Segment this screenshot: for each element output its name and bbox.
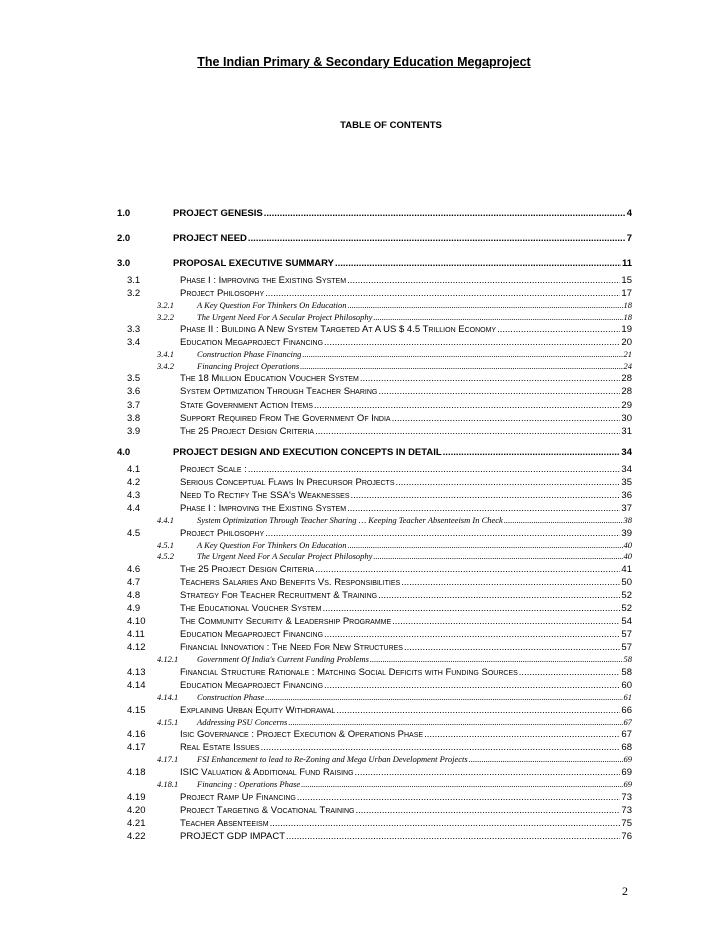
- toc-entry-number: 4.13: [127, 666, 146, 678]
- toc-entry-number: 4.14: [127, 680, 146, 692]
- toc-entry-title: Need To Rectify The SSA's Weaknesses: [180, 490, 350, 502]
- toc-entry-page: 52: [621, 590, 632, 601]
- toc-dot-leader: [265, 692, 622, 704]
- toc-entry-title: Education Megaproject Financing: [180, 629, 324, 641]
- toc-entry-page: 50: [621, 576, 632, 588]
- toc-entry[interactable]: [117, 563, 632, 576]
- toc-entry-number: 4.19: [127, 791, 146, 803]
- toc-entry[interactable]: [117, 589, 632, 602]
- toc-entry[interactable]: [117, 229, 632, 249]
- toc-entry[interactable]: [117, 287, 632, 300]
- toc-entry-number: 4.16: [127, 729, 146, 741]
- toc-dot-leader: [315, 563, 620, 576]
- toc-dot-leader: [315, 425, 620, 438]
- toc-entry[interactable]: [117, 204, 632, 224]
- toc-entry-number: 3.2.2: [157, 311, 174, 322]
- toc-entry-page: 69: [621, 766, 632, 778]
- toc-entry-number: 4.15.1: [157, 716, 179, 727]
- toc-entry[interactable]: [117, 728, 632, 741]
- toc-dot-leader: [300, 361, 622, 373]
- toc-entry[interactable]: [117, 641, 632, 654]
- toc-entry-page: 29: [621, 399, 632, 411]
- toc-entry-number: 4.0: [117, 446, 131, 458]
- toc-entry[interactable]: [117, 628, 632, 641]
- toc-entry-page: 54: [621, 616, 632, 628]
- toc-entry-number: 4.6: [127, 563, 141, 575]
- toc-entry-title: The 18 Million Education Voucher System: [180, 373, 359, 385]
- toc-entry-page: 11: [621, 258, 632, 269]
- toc-entry-title: ISIC Valuation & Additional Fund Raising: [180, 766, 354, 778]
- toc-entry-number: 4.12: [127, 642, 146, 654]
- toc-entry[interactable]: [117, 463, 632, 476]
- toc-entry-title: Project Ramp Up Financing: [180, 791, 296, 803]
- toc-entry-title: Phase I : Improving the Existing System: [180, 503, 347, 515]
- toc-dot-leader: [370, 654, 623, 666]
- toc-entry[interactable]: [117, 666, 632, 679]
- toc-dot-leader: [360, 372, 621, 385]
- toc-entry-title: PROJECT GENESIS: [173, 208, 263, 219]
- toc-dot-leader: [356, 804, 621, 817]
- toc-dot-leader: [378, 385, 620, 398]
- toc-entry-title: The Community Security & Leadership Programme: [180, 616, 392, 628]
- toc-dot-leader: [335, 254, 621, 274]
- toc-entry[interactable]: [117, 399, 632, 412]
- toc-entry-page: 41: [621, 563, 632, 575]
- toc-entry-page: 76: [621, 830, 632, 842]
- toc-entry-number: 3.4.1: [157, 349, 174, 360]
- toc-entry[interactable]: [117, 323, 632, 336]
- toc-dot-leader: [378, 589, 620, 602]
- toc-entry-page: 57: [621, 642, 632, 654]
- toc-entry-number: 1.0: [117, 208, 131, 219]
- toc-entry-title: Addressing PSU Concerns: [197, 716, 288, 727]
- toc-dot-leader: [504, 515, 623, 527]
- toc-entry[interactable]: [117, 527, 632, 540]
- toc-entry[interactable]: [117, 361, 632, 373]
- toc-entry-page: 66: [621, 704, 632, 716]
- toc-entry-title: System Optimization Through Teacher Sharing … Keeping Teacher Absenteeism In Check: [197, 515, 503, 526]
- toc-entry-page: 37: [621, 503, 632, 515]
- toc-entry-title: FSI Enhancement to lead to Re-Zoning and Mega Urban Development Projects: [197, 754, 468, 765]
- toc-entry-title: The 25 Project Design Criteria: [180, 425, 315, 437]
- toc-entry-title: The Educational Voucher System: [180, 603, 322, 615]
- toc-dot-leader: [265, 287, 620, 300]
- toc-entry-page: 15: [621, 275, 632, 286]
- toc-entry-number: 4.9: [127, 603, 141, 615]
- toc-dot-leader: [348, 540, 623, 552]
- toc-dot-leader: [443, 443, 621, 463]
- toc-dot-leader: [392, 615, 620, 628]
- toc-entry-number: 3.3: [127, 324, 141, 336]
- toc-entry[interactable]: [117, 515, 632, 527]
- toc-entry-title: A Key Question For Thinkers On Education: [197, 300, 347, 311]
- toc-dot-leader: [314, 399, 621, 412]
- toc-dot-leader: [469, 754, 623, 766]
- toc-entry-number: 3.7: [127, 399, 141, 411]
- toc-entry-number: 4.15: [127, 704, 146, 716]
- toc-dot-leader: [323, 602, 621, 615]
- toc-entry[interactable]: [117, 476, 632, 489]
- toc-entry-title: Project Philosophy: [180, 288, 265, 300]
- toc-entry-number: 4.3: [127, 490, 141, 502]
- toc-entry[interactable]: [117, 443, 632, 463]
- toc-entry-number: 3.2: [127, 288, 141, 300]
- toc-entry[interactable]: [117, 372, 632, 385]
- toc-entry-page: 75: [621, 817, 632, 829]
- toc-entry[interactable]: [117, 540, 632, 552]
- toc-entry-number: 4.1: [127, 463, 141, 475]
- toc-entry-title: State Government Action Items: [180, 399, 313, 411]
- toc-entry-number: 4.22: [127, 830, 146, 842]
- toc-entry-page: 28: [621, 373, 632, 385]
- toc-dot-leader: [324, 336, 620, 349]
- toc-entry-number: 3.0: [117, 258, 131, 269]
- toc-dot-leader: [373, 551, 622, 563]
- toc-entry[interactable]: [117, 804, 632, 817]
- toc-entry-title: Serious Conceptual Flaws In Precursor Projects: [180, 476, 395, 488]
- toc-dot-leader: [396, 476, 621, 489]
- toc-dot-leader: [324, 679, 620, 692]
- toc-entry-title: Real Estate Issues: [180, 742, 260, 754]
- toc-entry-page: 19: [621, 324, 632, 336]
- toc-entry-page: 4: [626, 208, 632, 219]
- toc-dot-leader: [347, 502, 620, 515]
- toc-entry-title: Education Megaproject Financing: [180, 337, 324, 349]
- toc-dot-leader: [301, 779, 622, 791]
- toc-entry-number: 4.4.1: [157, 515, 174, 526]
- toc-dot-leader: [264, 204, 626, 224]
- toc-entry-page: 69: [623, 754, 632, 765]
- toc-entry-title: PROPOSAL EXECUTIVE SUMMARY: [173, 258, 334, 269]
- toc-entry[interactable]: [117, 692, 632, 704]
- toc-entry-page: 67: [623, 716, 632, 727]
- page-number: 2: [622, 884, 628, 898]
- toc-entry-page: 34: [621, 446, 632, 458]
- toc-dot-leader: [265, 527, 620, 540]
- toc-entry-title: Government Of India's Current Funding Problems: [197, 654, 369, 665]
- toc-dot-leader: [297, 791, 621, 804]
- toc-dot-leader: [336, 704, 620, 717]
- toc-entry-page: 24: [623, 360, 632, 371]
- toc-entry[interactable]: [117, 704, 632, 717]
- toc-entry[interactable]: [117, 312, 632, 324]
- toc-entry-page: 60: [621, 680, 632, 692]
- toc-entry-title: The 25 Project Design Criteria: [180, 563, 315, 575]
- toc-dot-leader: [348, 300, 623, 312]
- toc-entry-title: Construction Phase: [197, 692, 265, 703]
- table-of-contents: [117, 204, 632, 843]
- toc-entry-page: 31: [621, 425, 632, 437]
- toc-dot-leader: [347, 274, 620, 287]
- toc-entry-title: Phase I : Improving the Existing System: [180, 275, 347, 286]
- toc-entry-number: 3.6: [127, 386, 141, 398]
- toc-dot-leader: [351, 489, 621, 502]
- toc-entry-number: 3.4: [127, 337, 141, 349]
- toc-entry-page: 67: [621, 729, 632, 741]
- toc-entry[interactable]: [117, 385, 632, 398]
- toc-entry-page: 58: [621, 666, 632, 678]
- toc-entry[interactable]: [117, 274, 632, 287]
- toc-entry[interactable]: [117, 254, 632, 274]
- toc-entry[interactable]: [117, 817, 632, 830]
- toc-entry-title: Construction Phase Financing: [197, 349, 302, 360]
- toc-entry-title: The Urgent Need For A Secular Project Philosophy: [197, 551, 373, 562]
- toc-entry[interactable]: [117, 502, 632, 515]
- toc-entry-title: Isic Governance : Project Execution & Operations Phase: [180, 729, 424, 741]
- toc-entry[interactable]: [117, 779, 632, 791]
- toc-entry-title: Project Scale :: [180, 463, 247, 475]
- toc-entry-page: 28: [621, 386, 632, 398]
- toc-entry-number: 3.4.2: [157, 360, 174, 371]
- toc-entry-title: Project Philosophy: [180, 527, 265, 539]
- toc-entry-number: 2.0: [117, 233, 131, 244]
- toc-entry-title: Teacher Absenteeism: [180, 817, 269, 829]
- toc-entry-page: 34: [621, 463, 632, 475]
- toc-dot-leader: [288, 717, 622, 729]
- toc-entry[interactable]: [117, 754, 632, 766]
- toc-entry-title: Phase II : Building A New System Targeted At A US $ 4.5 Trillion Economy: [180, 324, 497, 336]
- toc-entry-title: Financing : Operations Phase: [197, 779, 301, 790]
- toc-entry[interactable]: [117, 489, 632, 502]
- toc-entry[interactable]: [117, 717, 632, 729]
- toc-entry-number: 3.2.1: [157, 300, 174, 311]
- toc-entry-title: A Key Question For Thinkers On Education: [197, 539, 347, 550]
- toc-entry-page: 39: [621, 527, 632, 539]
- toc-dot-leader: [248, 463, 621, 476]
- toc-entry-page: 40: [623, 551, 632, 562]
- toc-dot-leader: [324, 628, 620, 641]
- toc-entry[interactable]: [117, 741, 632, 754]
- toc-dot-leader: [261, 741, 621, 754]
- toc-entry-number: 4.12.1: [157, 654, 179, 665]
- toc-entry-number: 4.17.1: [157, 754, 179, 765]
- toc-entry-number: 4.17: [127, 742, 146, 754]
- toc-dot-leader: [392, 412, 621, 425]
- toc-entry[interactable]: [117, 679, 632, 692]
- toc-dot-leader: [248, 229, 626, 249]
- toc-entry-page: 58: [623, 654, 632, 665]
- toc-entry[interactable]: [117, 349, 632, 361]
- toc-entry-page: 30: [621, 412, 632, 424]
- toc-entry-page: 35: [621, 476, 632, 488]
- toc-entry[interactable]: [117, 300, 632, 312]
- toc-entry-page: 68: [621, 742, 632, 754]
- toc-entry[interactable]: [117, 336, 632, 349]
- toc-entry-number: 4.2: [127, 476, 141, 488]
- toc-entry-number: 3.1: [127, 275, 141, 286]
- toc-entry-number: 4.11: [127, 629, 145, 641]
- toc-entry-page: 21: [623, 349, 632, 360]
- toc-entry[interactable]: [117, 615, 632, 628]
- toc-entry-number: 4.18.1: [157, 779, 179, 790]
- toc-entry-number: 4.4: [127, 503, 141, 515]
- toc-dot-leader: [373, 312, 622, 324]
- toc-entry-page: 73: [621, 791, 632, 803]
- toc-entry-title: Financial Innovation : The Need For New Structures: [180, 642, 403, 654]
- toc-entry-page: 17: [621, 288, 632, 300]
- toc-entry[interactable]: [117, 766, 632, 779]
- toc-dot-leader: [270, 817, 621, 830]
- toc-entry-title: PROJECT GDP IMPACT: [180, 830, 286, 842]
- toc-entry-number: 4.8: [127, 590, 141, 601]
- toc-entry-page: 38: [623, 515, 632, 526]
- toc-entry-number: 4.21: [127, 817, 146, 829]
- toc-entry-page: 40: [623, 539, 632, 550]
- toc-entry-number: 4.10: [127, 616, 146, 628]
- toc-entry-title: Education Megaproject Financing: [180, 680, 324, 692]
- toc-entry[interactable]: [117, 576, 632, 589]
- toc-dot-leader: [401, 576, 620, 589]
- toc-dot-leader: [286, 830, 620, 843]
- toc-entry-title: Project Targeting & Vocational Training: [180, 804, 355, 816]
- toc-entry-page: 52: [621, 603, 632, 615]
- toc-entry[interactable]: [117, 412, 632, 425]
- toc-entry-title: Strategy For Teacher Recruitment & Training: [180, 590, 378, 601]
- toc-dot-leader: [424, 728, 620, 741]
- toc-entry-number: 4.5.1: [157, 539, 174, 550]
- toc-entry-title: Teachers Salaries And Benefits Vs. Responsibilities: [180, 576, 401, 588]
- toc-entry-number: 4.7: [127, 576, 141, 588]
- toc-entry[interactable]: [117, 551, 632, 563]
- toc-entry-title: Support Required From The Government Of India: [180, 412, 391, 424]
- toc-entry-title: System Optimization Through Teacher Sharing: [180, 386, 378, 398]
- toc-entry-page: 18: [623, 311, 632, 322]
- toc-heading: TABLE OF CONTENTS: [340, 120, 442, 131]
- toc-entry-number: 4.5.2: [157, 551, 174, 562]
- toc-dot-leader: [404, 641, 620, 654]
- toc-entry-page: 20: [621, 337, 632, 349]
- toc-dot-leader: [302, 349, 622, 361]
- toc-entry-title: PROJECT DESIGN AND EXECUTION CONCEPTS IN DETAIL: [173, 446, 442, 458]
- toc-entry-page: 7: [626, 233, 632, 244]
- toc-entry-number: 4.18: [127, 766, 146, 778]
- document-title: The Indian Primary & Secondary Education Megaproject: [197, 55, 531, 69]
- toc-entry-title: The Urgent Need For A Secular Project Philosophy: [197, 311, 373, 322]
- toc-entry[interactable]: [117, 425, 632, 438]
- toc-dot-leader: [497, 323, 620, 336]
- toc-entry-number: 3.8: [127, 412, 141, 424]
- toc-entry-title: Financial Structure Rationale : Matching Social Deficits with Funding Sources: [180, 666, 518, 678]
- toc-entry-number: 3.9: [127, 425, 141, 437]
- toc-entry-page: 73: [621, 804, 632, 816]
- toc-entry-title: Explaining Urban Equity Withdrawal: [180, 704, 336, 716]
- toc-entry-page: 61: [623, 692, 632, 703]
- toc-entry-number: 3.5: [127, 373, 141, 385]
- toc-dot-leader: [519, 666, 621, 679]
- toc-dot-leader: [355, 766, 621, 779]
- toc-entry-page: 57: [621, 629, 632, 641]
- toc-entry[interactable]: [117, 654, 632, 666]
- toc-entry-number: 4.5: [127, 527, 141, 539]
- toc-entry-page: 69: [623, 779, 632, 790]
- toc-entry[interactable]: [117, 830, 632, 843]
- toc-entry-page: 36: [621, 490, 632, 502]
- toc-entry[interactable]: [117, 791, 632, 804]
- toc-entry-title: PROJECT NEED: [173, 233, 247, 244]
- toc-entry[interactable]: [117, 602, 632, 615]
- toc-entry-title: Financing Project Operations: [197, 360, 300, 371]
- toc-entry-number: 4.20: [127, 804, 146, 816]
- toc-entry-number: 4.14.1: [157, 692, 179, 703]
- toc-entry-page: 18: [623, 300, 632, 311]
